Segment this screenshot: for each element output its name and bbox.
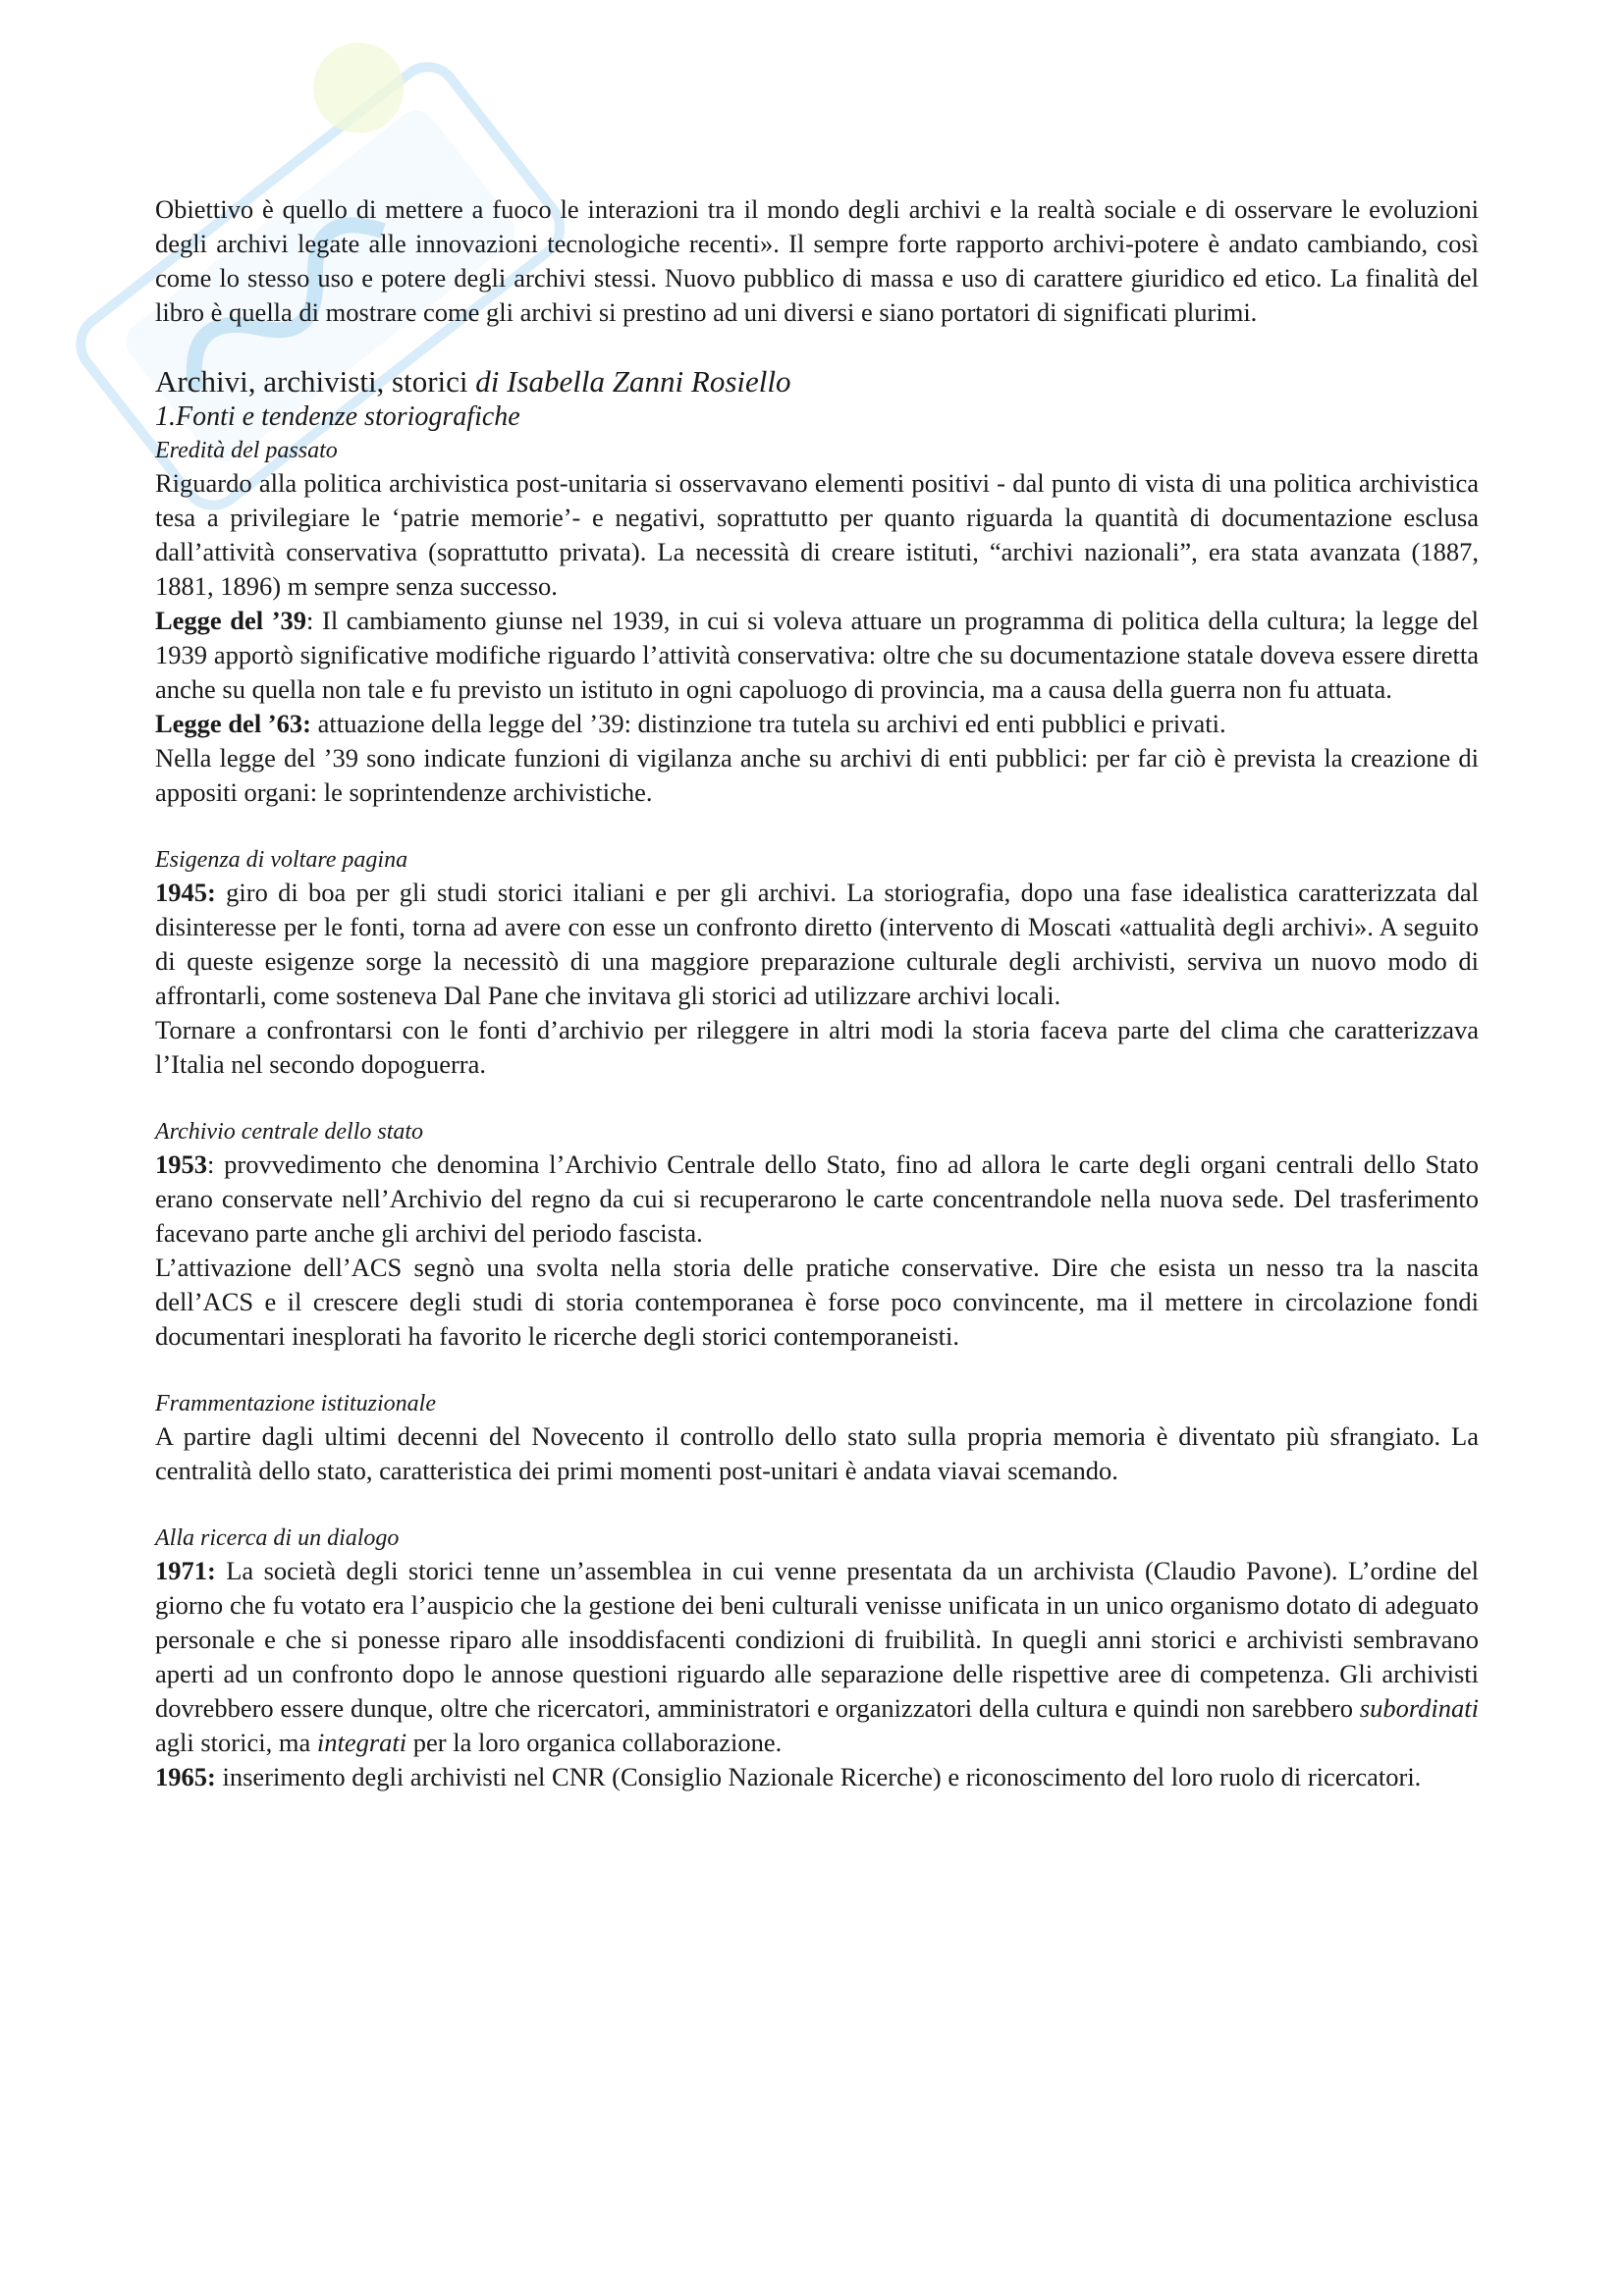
chapter-author: di Isabella Zanni Rosiello <box>475 364 791 399</box>
document-page <box>155 192 1479 1794</box>
paragraph-eredita-1: Riguardo alla politica archivistica post-unitaria si osservavano elementi positivi - dal punto di vista di una politica archivistica tesa a privilegiare le ‘patrie memorie’- e negativi, soprattutto per quanto riguarda la quantità di documentazione esclusa dall’attività conservativa (soprattutto privata). La necessità di creare istituti, “archivi nazionali”, era stata avanzata (1887, 1881, 1896) m sempre senza successo. <box>155 468 1479 601</box>
emphasis-subordinati: subordinati <box>1359 1693 1479 1723</box>
text-1971-c: per la loro organica collaborazione. <box>406 1728 783 1757</box>
emphasis-integrati: integrati <box>316 1728 407 1757</box>
paragraph-eredita-3 <box>155 707 1479 741</box>
text-1945: giro di boa per gli studi storici italiani e per gli archivi. La storiografia, dopo una fase idealistica caratterizzata dal disinteresse per le fonti, torna ad avere con esse un confronto diretto (intervento di Moscati «attualità degli archivi». A seguito di queste esigenze sorge la necessitò di una maggiore preparazione culturale degli archivisti, serviva un nuovo modo di affrontarli, come sosteneva Dal Pane che invitava gli storici ad utilizzare archivi locali. <box>155 878 1479 1010</box>
paragraph-acs-2: L’attivazione dell’ACS segnò una svolta nella storia delle pratiche conservative. Dire che esista un nesso tra la nascita dell’ACS e il crescere degli studi di storia contemporanea è forse poco convincente, ma il mettere in circolazione fondi documentari inesplorati ha favorito le ricerche degli storici contemporaneisti. <box>155 1253 1479 1351</box>
label-legge-63: Legge del ’63: <box>155 709 311 738</box>
text-1953: : provvedimento che denomina l’Archivio Centrale dello Stato, fino ad allora le carte degli organi centrali dello Stato erano conservate nell’Archivio del regno da cui si recuperarono le carte concentrandole nella nuova sede. Del trasferimento facevano parte anche gli archivi del periodo fascista. <box>155 1149 1479 1248</box>
label-1953: 1953 <box>155 1149 207 1179</box>
chapter-title <box>155 364 1479 400</box>
heading-eredita: Eredità del passato <box>155 438 338 463</box>
text-1971-a: La società degli storici tenne un’assemblea in cui venne presentata da un archivista (Claudio Pavone). L’ordine del giorno che fu votato era l’auspicio che la gestione dei beni culturali venisse unificata in un unico organismo dotato di adeguato personale e che si ponesse riparo alle insoddisfacenti condizioni di fruibilità. In quegli anni storici e archivisti sembravano aperti ad un confronto dopo le annose questioni riguardo alle separazione delle rispettive aree di competenza. Gli archivisti dovrebbero essere dunque, oltre che ricercatori, amministratori e organizzatori della cultura e quindi non sarebbero <box>155 1556 1479 1723</box>
heading-acs: Archivio centrale dello stato <box>155 1119 424 1145</box>
heading-dialogo: Alla ricerca di un dialogo <box>155 1525 400 1551</box>
paragraph-eredita-2 <box>155 604 1479 707</box>
text-legge-39: : Il cambiamento giunse nel 1939, in cui si voleva attuare un programma di politica della cultura; la legge del 1939 apportò significative modifiche riguardo l’attività conservativa: oltre che su documentazione statale doveva essere diretta anche su quella non tale e fu previsto un istituto in ogni capoluogo di provincia, ma a causa della guerra non fu attuata. <box>155 606 1479 704</box>
label-1965: 1965: <box>155 1762 216 1791</box>
heading-frammentazione: Frammentazione istituzionale <box>155 1391 436 1416</box>
intro-paragraph: Obiettivo è quello di mettere a fuoco le interazioni tra il mondo degli archivi e la realtà sociale e di osservare le evoluzioni degli archivi legate alle innovazioni tecnologiche recenti». Il sempre forte rapporto archivi-potere è andato cambiando, così come lo stesso uso e potere degli archivi stessi. Nuovo pubblico di massa e uso di carattere giuridico ed etico. La finalità del libro è quella di mostrare come gli archivi si prestino ad uni diversi e siano portatori di significati plurimi. <box>155 194 1479 327</box>
heading-esigenza: Esigenza di voltare pagina <box>155 847 408 873</box>
label-legge-39: Legge del ’39 <box>155 606 307 635</box>
paragraph-esigenza-1 <box>155 876 1479 1013</box>
paragraph-frammentazione-1: A partire dagli ultimi decenni del Novecento il controllo dello stato sulla propria memoria è diventato più sfrangiato. La centralità dello stato, caratteristica dei primi momenti post-unitari è andata viavai scemando. <box>155 1421 1479 1485</box>
chapter-title-text: Archivi, archivisti, storici <box>155 364 476 399</box>
paragraph-eredita-4: Nella legge del ’39 sono indicate funzioni di vigilanza anche su archivi di enti pubblici: per far ciò è prevista la creazione di appositi organi: le soprintendenze archivistiche. <box>155 743 1479 807</box>
paragraph-esigenza-2: Tornare a confrontarsi con le fonti d’archivio per rileggere in altri modi la storia faceva parte del clima che caratterizzava l’Italia nel secondo dopoguerra. <box>155 1015 1479 1079</box>
label-1945: 1945: <box>155 878 216 907</box>
paragraph-dialogo-2 <box>155 1760 1479 1794</box>
text-1971-b: agli storici, ma <box>155 1728 317 1757</box>
paragraph-acs-1 <box>155 1148 1479 1251</box>
label-1971: 1971: <box>155 1556 216 1585</box>
text-1965: inserimento degli archivisti nel CNR (Consiglio Nazionale Ricerche) e riconoscimento del loro ruolo di ricercatori. <box>215 1762 1422 1791</box>
text-legge-63: attuazione della legge del ’39: distinzione tra tutela su archivi ed enti pubblici e privati. <box>310 709 1226 738</box>
section-title: 1.Fonti e tendenze storiografiche <box>155 401 520 432</box>
paragraph-dialogo-1 <box>155 1554 1479 1760</box>
